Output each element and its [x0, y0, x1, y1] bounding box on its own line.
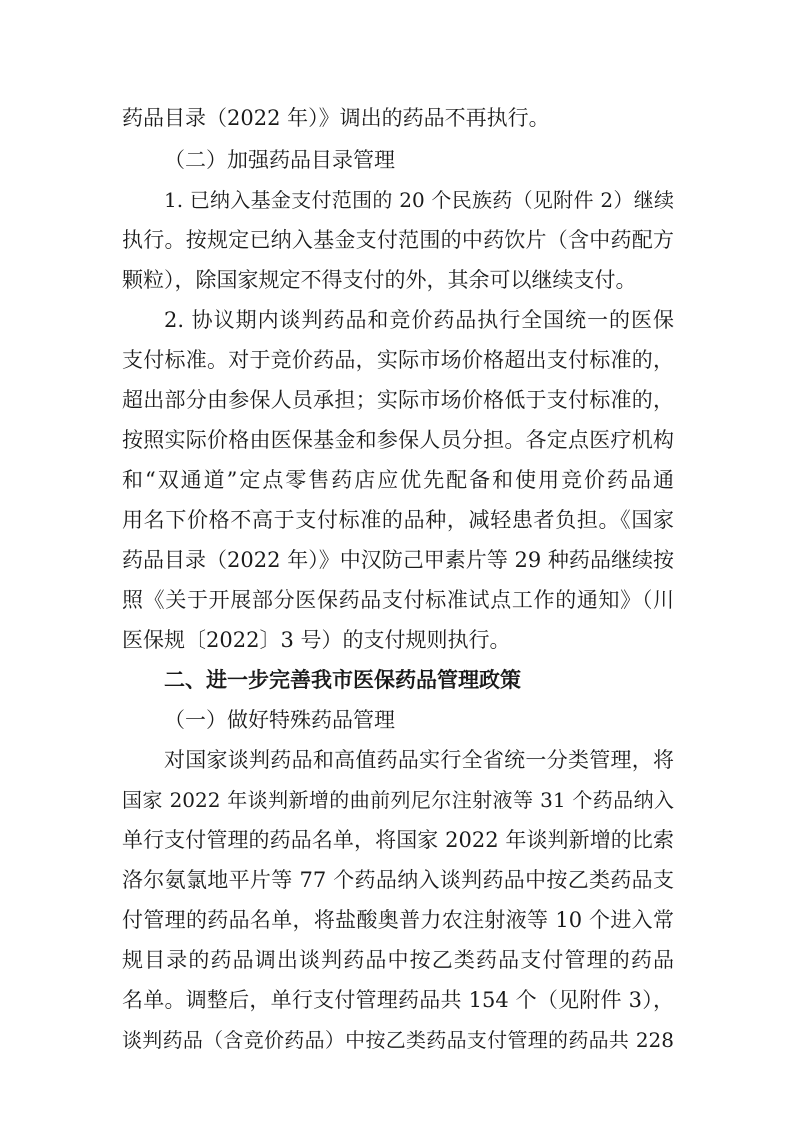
text-line: 药品目录（2022 年）》调出的药品不再执行。 — [122, 106, 550, 130]
text-line: 对国家谈判药品和高值药品实行全省统一分类管理，将 — [164, 748, 674, 772]
text-line: 医保规〔2022〕3 号）的支付规则执行。 — [122, 628, 511, 652]
text-line: 颗粒），除国家规定不得支付的外，其余可以继续支付。 — [122, 268, 637, 292]
text-line: 支付标准。对于竞价药品，实际市场价格超出支付标准的， — [122, 348, 674, 372]
text-line: 付管理的药品名单，将盐酸奥普力农注射液等 10 个进入常 — [122, 908, 674, 932]
text-line: 1. 已纳入基金支付范围的 20 个民族药（见附件 2）继续 — [164, 188, 674, 212]
text-line: 执行。按规定已纳入基金支付范围的中药饮片（含中药配方 — [122, 228, 674, 252]
text-line: 单行支付管理的药品名单，将国家 2022 年谈判新增的比索 — [122, 828, 674, 852]
text-line: 照《关于开展部分医保药品支付标准试点工作的通知》（川 — [122, 588, 674, 612]
text-line: 用名下价格不高于支付标准的品种，减轻患者负担。《国家 — [122, 508, 674, 532]
section-heading: 二、进一步完善我市医保药品管理政策 — [164, 668, 521, 692]
text-line: 规目录的药品调出谈判药品中按乙类药品支付管理的药品 — [122, 948, 674, 972]
section-subheading: （一）做好特殊药品管理 — [164, 708, 395, 732]
text-line: 按照实际价格由医保基金和参保人员分担。各定点医疗机构 — [122, 428, 674, 452]
text-line: 2. 协议期内谈判药品和竞价药品执行全国统一的医保 — [164, 308, 674, 332]
text-line: 和“双通道”定点零售药店应优先配备和使用竞价药品通 — [122, 468, 674, 492]
section-subheading: （二）加强药品目录管理 — [164, 148, 395, 172]
text-line: 药品目录（2022 年）》中汉防己甲素片等 29 种药品继续按 — [122, 548, 674, 572]
text-line: 谈判药品（含竞价药品）中按乙类药品支付管理的药品共 228 — [122, 1028, 674, 1052]
text-line: 国家 2022 年谈判新增的曲前列尼尔注射液等 31 个药品纳入 — [122, 788, 674, 812]
text-line: 名单。调整后，单行支付管理药品共 154 个（见附件 3）， — [122, 988, 674, 1012]
text-line: 超出部分由参保人员承担；实际市场价格低于支付标准的， — [122, 388, 674, 412]
text-line: 洛尔氨氯地平片等 77 个药品纳入谈判药品中按乙类药品支 — [122, 868, 674, 892]
